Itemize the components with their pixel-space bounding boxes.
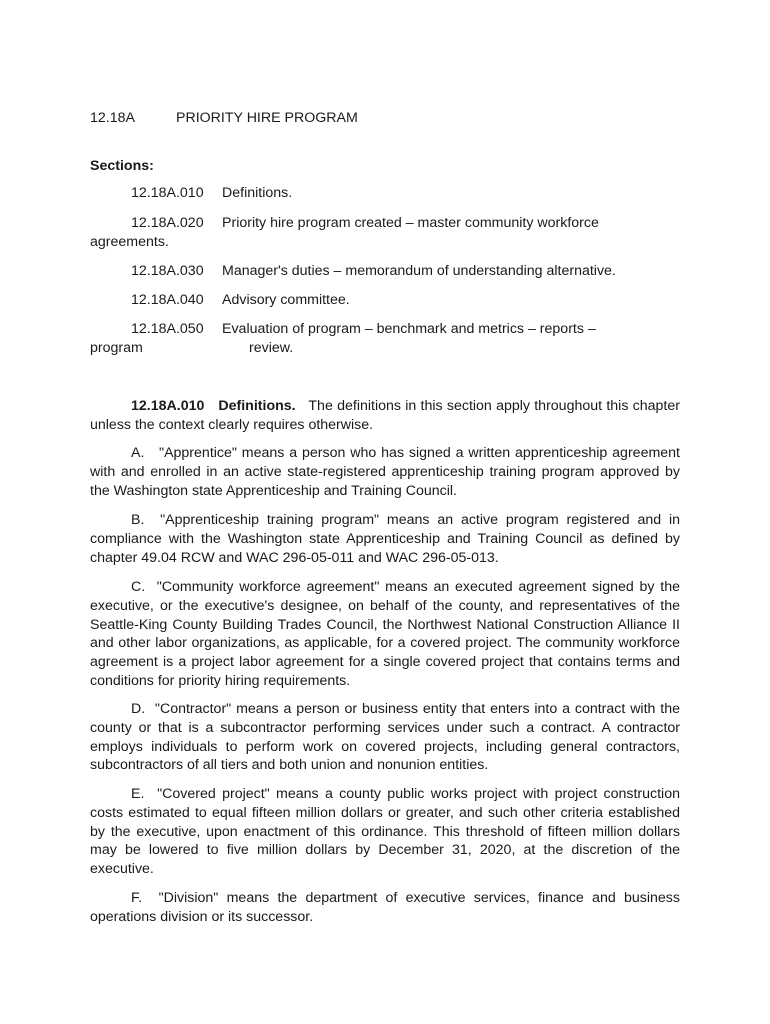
toc-title: Definitions. xyxy=(222,185,293,201)
toc-title: Advisory committee. xyxy=(222,292,350,308)
definition-text: "Contractor" means a person or business entity that enters into a contract with the county or that is a subcontractor performing services under such a contract. A contractor employs individuals to perform work on covered projects, including general contractors, subcontractors of all tiers and both union and nonunion entities. xyxy=(90,701,680,774)
definitions-intro-text: The definitions in this section apply throughout this chapter unless the context clearly requires otherwise. xyxy=(90,398,680,433)
toc-continuation: agreements. xyxy=(90,234,169,250)
definition-text: "Apprentice" means a person who has signed a written apprenticeship agreement with and enrolled in an active state-registered apprenticeship training program approved by the Washington state Apprenticeship and Training Council. xyxy=(90,445,680,499)
definition-letter: A. xyxy=(131,445,145,461)
toc-title: Priority hire program created – master community workforce xyxy=(222,215,599,231)
definition-letter: E. xyxy=(131,786,145,802)
toc-title: Manager's duties – memorandum of understanding alternative. xyxy=(222,263,616,279)
definition-text: "Apprenticeship training program" means an active program registered and in compliance with the Washington state Apprenticeship and Training Council as defined by chapter 49.04 RCW and WAC 296-05-011 and WAC 296-05-013. xyxy=(90,512,680,566)
toc-entry xyxy=(90,291,680,310)
toc-code: 12.18A.040 xyxy=(131,292,204,308)
chapter-title: PRIORITY HIRE PROGRAM xyxy=(176,110,358,126)
toc-entry xyxy=(90,184,680,203)
definition-text: "Covered project" means a county public works project with project construction costs estimated to equal fifteen million dollars or greater, and such other criteria established by the executive, upon enactment of this ordinance. This threshold of fifteen million dollars may be lowered to five million dollars by December 31, 2020, at the discretion of the executive. xyxy=(90,786,680,878)
toc-code: 12.18A.030 xyxy=(131,263,204,279)
toc-entry xyxy=(90,320,680,358)
toc-title: Evaluation of program – benchmark and metrics – reports – xyxy=(222,321,596,337)
definition-text: "Division" means the department of executive services, finance and business operations division or its successor. xyxy=(90,890,680,925)
definition-paragraph xyxy=(90,785,680,879)
definition-paragraph xyxy=(90,511,680,567)
definition-letter: B. xyxy=(131,512,145,528)
definitions-section-title: Definitions. xyxy=(218,398,296,414)
definition-text: "Community workforce agreement" means an executed agreement signed by the executive, or the executive's designee, on behalf of the county, and representatives of the Seattle-King County Building Trades Council, the Northwest National Construction Alliance II and other labor organizations, as applicable, for a covered project. The community workforce agreement is a project labor agreement for a single covered project that contains terms and conditions for priority hiring requirements. xyxy=(90,579,680,689)
definition-letter: F. xyxy=(131,890,143,906)
toc-code: 12.18A.020 xyxy=(131,215,204,231)
toc-continuation: review. xyxy=(249,340,294,356)
definition-paragraph xyxy=(90,889,680,927)
toc-code: 12.18A.010 xyxy=(131,185,204,201)
definition-letter: C. xyxy=(131,579,146,595)
toc-continuation: program xyxy=(90,340,143,356)
definition-paragraph xyxy=(90,444,680,500)
sections-label: Sections: xyxy=(90,158,154,174)
definitions-section-code: 12.18A.010 xyxy=(131,398,205,414)
definition-paragraph xyxy=(90,700,680,775)
chapter-heading xyxy=(90,109,358,127)
toc-entry xyxy=(90,214,680,252)
definition-paragraph xyxy=(90,578,680,691)
toc-entry xyxy=(90,262,680,281)
definition-letter: D. xyxy=(131,701,146,717)
chapter-number: 12.18A xyxy=(90,110,135,126)
toc-code: 12.18A.050 xyxy=(131,321,204,337)
definitions-intro-paragraph xyxy=(90,397,680,435)
